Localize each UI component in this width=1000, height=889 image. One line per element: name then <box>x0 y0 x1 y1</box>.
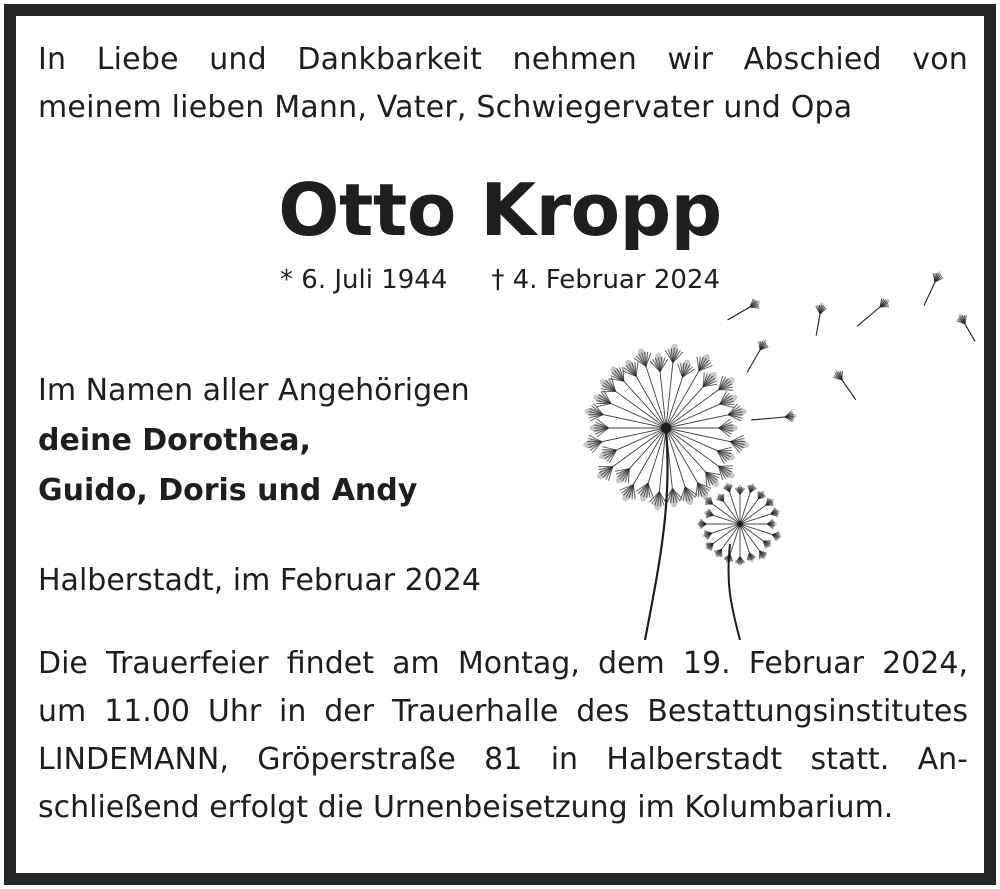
deceased-name: Otto Kropp <box>278 168 722 252</box>
intro-text <box>38 36 968 132</box>
intro-line: meinem lieben Mann, Vater, Schwiegervater und Opa <box>38 90 853 125</box>
service-line: LINDEMANN, Gröperstraße 81 in Halberstadt statt. An- <box>38 742 968 777</box>
flying-seed <box>727 299 761 320</box>
small-dandelion-head <box>697 482 783 566</box>
family-signature <box>38 366 470 516</box>
dandelion-seeds <box>727 270 975 422</box>
death-date: † 4. Februar 2024 <box>491 265 720 295</box>
flying-seed <box>957 313 975 342</box>
funeral-service-info <box>38 640 968 832</box>
birth-date: * 6. Juli 1944 <box>280 265 448 295</box>
flying-seed <box>751 411 797 422</box>
dandelion-heads <box>582 343 782 566</box>
service-line: schließend erfolgt die Urnenbeisetzung im Kolumbarium. <box>38 790 894 825</box>
flying-seed <box>857 298 891 327</box>
flying-seed <box>816 302 827 336</box>
flying-seed <box>833 369 856 400</box>
flying-seed <box>924 270 943 305</box>
dandelion-illustration <box>580 262 1000 652</box>
place-date: Halberstadt, im Februar 2024 <box>38 563 481 598</box>
large-stem <box>645 430 668 640</box>
flying-seed <box>747 339 768 373</box>
intro-line: In Liebe und Dankbarkeit nehmen wir Abschied von <box>38 42 968 77</box>
family-member-line: Guido, Doris und Andy <box>38 473 418 508</box>
service-line: Die Trauerfeier findet am Montag, dem 19. Februar 2024, <box>38 646 968 681</box>
family-intro: Im Namen aller Angehörigen <box>38 373 470 408</box>
service-line: um 11.00 Uhr in der Trauerhalle des Bestattungsinstitutes <box>38 694 968 729</box>
family-member-line: deine Dorothea, <box>38 423 311 458</box>
